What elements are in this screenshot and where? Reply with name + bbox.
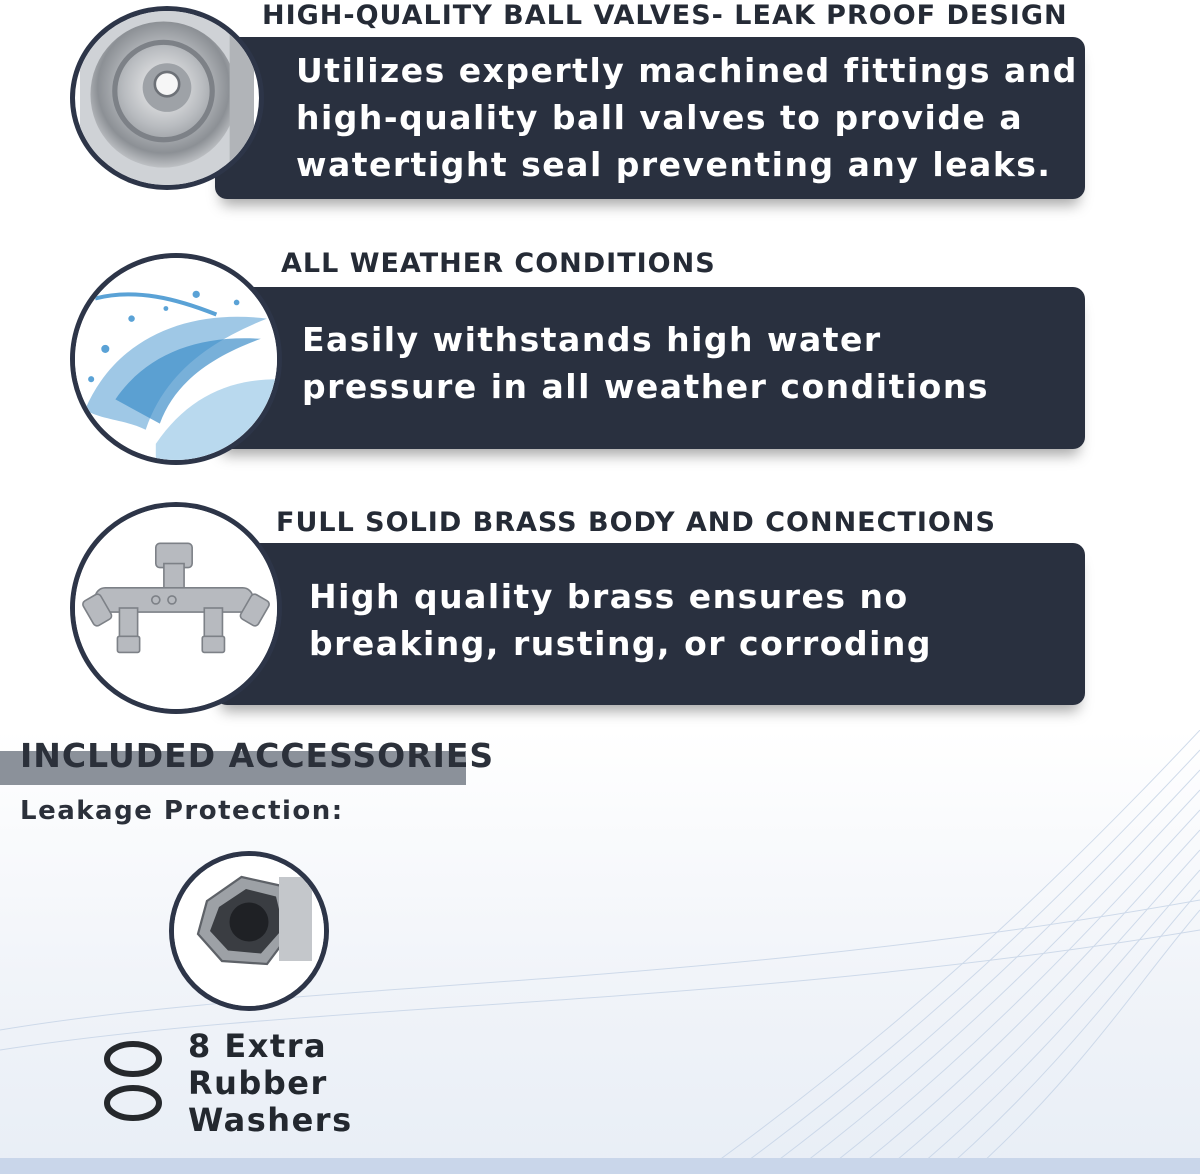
accessories-subtitle: Leakage Protection: (20, 796, 344, 826)
brass-manifold-icon (70, 502, 282, 714)
feature-title: ALL WEATHER CONDITIONS (281, 248, 716, 279)
washer-label-line: Rubber (188, 1064, 328, 1102)
ball-valve-closeup-icon (70, 6, 264, 190)
description-line: pressure in all weather conditions (302, 367, 989, 406)
description-line: Utilizes expertly machined fittings and (296, 51, 1078, 90)
bottom-stripe (0, 1158, 1200, 1174)
washer-label (188, 1028, 353, 1139)
rubber-washers-icon (100, 1035, 170, 1135)
description-line: watertight seal preventing any leaks. (296, 145, 1052, 184)
description-line: Easily withstands high water (302, 320, 882, 359)
feature-panel (215, 37, 1085, 199)
feature-panel (215, 287, 1085, 449)
feature-panel (215, 543, 1085, 705)
description-line: High quality brass ensures no (309, 577, 909, 616)
water-splash-icon (70, 253, 282, 465)
description-line: high-quality ball valves to provide a (296, 98, 1024, 137)
washer-label-line: 8 Extra (188, 1027, 328, 1065)
description-line: breaking, rusting, or corroding (309, 624, 933, 663)
feature-title: FULL SOLID BRASS BODY AND CONNECTIONS (276, 507, 996, 538)
hose-fitting-icon (169, 851, 329, 1011)
feature-description (296, 47, 1078, 188)
accessories-title: INCLUDED ACCESSORIES (20, 736, 495, 775)
feature-title: HIGH-QUALITY BALL VALVES- LEAK PROOF DESIGN (262, 0, 1068, 31)
washer-label-line: Washers (188, 1101, 353, 1139)
feature-description (302, 316, 989, 410)
feature-description (309, 573, 932, 667)
